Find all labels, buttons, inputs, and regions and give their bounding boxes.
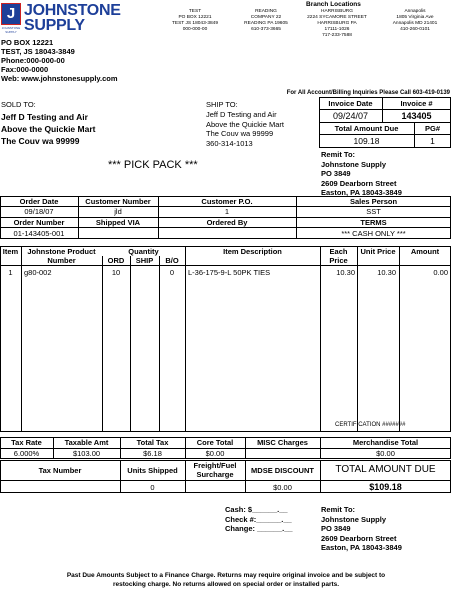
order-date-header: Order Date <box>19 197 59 206</box>
total-tax: $6.18 <box>143 449 162 458</box>
branch-test: TEST PO BOX 12221 TEST JS 18043-3849 000-000-00 <box>171 9 219 32</box>
certification-number: CERTIFICATION ####### <box>335 422 406 428</box>
order-number-header: Order Number <box>13 218 65 227</box>
order-number: 01-143405-001 <box>13 229 65 238</box>
unit-price-header: Unit Price <box>360 247 396 256</box>
invoice-number-label: Invoice # <box>400 99 433 108</box>
branch-locations-title: Branch Locations <box>306 1 361 8</box>
page-number: 1 <box>430 136 435 146</box>
core-total-header: Core Total <box>196 438 234 447</box>
pick-pack-banner: *** PICK PACK *** <box>108 159 198 171</box>
total-amount-due: 109.18 <box>353 136 380 146</box>
cash-line: Cash: $______.__ <box>225 505 288 514</box>
row-amount: 0.00 <box>433 268 448 277</box>
quantity-header: Quantity <box>128 247 159 256</box>
ord-header: ORD <box>107 256 125 265</box>
row-unit-price: 10.30 <box>377 268 396 277</box>
branch-reading: READING COMPANY 22 READING PA 19605 610-373-3665 <box>244 9 288 32</box>
item-header: Item <box>2 247 19 256</box>
company-fax: Fax:000-0000 <box>1 65 49 74</box>
total-amount-due-value: $109.18 <box>369 482 402 492</box>
company-city: TEST, JS 18043-3849 <box>1 47 75 56</box>
sales-person-header: Sales Person <box>349 197 398 206</box>
bo-header: B/O <box>165 256 179 265</box>
invoice-number: 143405 <box>401 111 432 121</box>
shipped-via-header: Shipped VIA <box>95 218 141 227</box>
merchandise-total-header: Merchandise Total <box>352 438 419 447</box>
core-total: $0.00 <box>205 449 225 458</box>
units-shipped-header: Units Shipped <box>127 466 178 475</box>
customer-po: 1 <box>224 207 230 216</box>
taxable-amt: $103.00 <box>72 449 101 458</box>
company-address: PO BOX 12221 <box>1 38 54 47</box>
tax-rate-header: Tax Rate <box>11 438 42 447</box>
row-ord: 10 <box>111 268 121 277</box>
customer-number: jld <box>114 207 122 216</box>
terms: *** CASH ONLY *** <box>341 229 406 238</box>
company-phone: Phone:000-000-00 <box>1 56 65 65</box>
sold-to-label: SOLD TO: <box>1 100 36 109</box>
units-shipped: 0 <box>150 483 155 492</box>
tax-rate: 6.000% <box>13 449 40 458</box>
check-line: Check #:______.__ <box>225 514 292 524</box>
change-line: Change: ______.__ <box>225 524 293 533</box>
ship-to-address: Jeff D Testing and Air Above the Quickie Mart The Couv wa 99999 360-314-1013 <box>206 110 284 148</box>
description-header: Item Description <box>223 247 282 256</box>
company-logo-text: JOHNSTONE SUPPLY <box>24 2 121 34</box>
mdse-discount-header: MDSE DISCOUNT <box>251 466 314 475</box>
order-date: 09/18/07 <box>24 207 54 216</box>
total-amount-due-header: TOTAL AMOUNT DUE <box>335 464 436 475</box>
page-number-label: PG# <box>424 124 440 133</box>
johnstone-logo-mark <box>1 3 21 25</box>
payment-block <box>225 505 293 534</box>
row-product: g80-002 <box>24 268 52 277</box>
sales-person: SST <box>366 207 381 216</box>
customer-po-header: Customer P.O. <box>201 197 253 206</box>
ship-header: SHIP <box>135 256 154 265</box>
branch-annapolis: Annapolis 1805 Virginia Ave Annapolis MD 21401 410-260-0101 <box>392 9 438 32</box>
sold-to-address: Jeff D Testing and Air Above the Quickie Mart The Couv wa 99999 <box>1 112 96 146</box>
misc-charges-header: MISC Charges <box>257 438 308 447</box>
remit-to-top: Remit To: Johnstone Supply PO 3849 2609 Dearborn Street Easton, PA 18043-3849 <box>321 150 402 197</box>
customer-number-header: Customer Number <box>85 197 151 206</box>
row-description: L-36-175-9-L 50PK TIES <box>188 268 271 277</box>
total-amount-due-label: Total Amount Due <box>334 124 399 133</box>
branch-harrisburg: HARRISBURG 2224 SYCAMORE STREET HARRISBURG PA 17111-1026 717-233-7588 <box>307 9 367 38</box>
row-item: 1 <box>8 268 13 277</box>
freight-header: Freight/Fuel Surcharge <box>193 461 237 479</box>
product-header: Johnstone Product <box>27 247 96 256</box>
logo-initial: J <box>6 5 16 22</box>
tax-number-header: Tax Number <box>38 466 82 475</box>
invoice-date-label: Invoice Date <box>328 99 373 108</box>
each-price-header: Each Price <box>329 247 348 265</box>
company-address-block <box>1 38 118 83</box>
merchandise-total: $0.00 <box>376 449 395 458</box>
total-tax-header: Total Tax <box>136 438 169 447</box>
row-each-price: 10.30 <box>336 268 355 277</box>
amount-header: Amount <box>410 247 440 256</box>
logo-subtitle: JOHNSTONE SUPPLY <box>1 26 21 34</box>
taxable-amt-header: Taxable Amt <box>64 438 109 447</box>
remit-to-bottom: Remit To: Johnstone Supply PO 3849 2609 Dearborn Street Easton, PA 18043-3849 <box>321 505 402 552</box>
footer-disclaimer: Past Due Amounts Subject to a Finance Charge. Returns may require original invoice and be subject to restocking charge. No returns allowed on special order or installed parts. <box>66 572 386 588</box>
mdse-discount: $0.00 <box>273 483 292 492</box>
invoice-date: 09/24/07 <box>332 111 369 121</box>
ordered-by-header: Ordered By <box>206 218 248 227</box>
ship-to-label: SHIP TO: <box>206 100 238 109</box>
company-web: Web: www.johnstonesupply.com <box>1 74 118 83</box>
row-bo: 0 <box>169 268 175 277</box>
terms-header: TERMS <box>360 218 387 227</box>
product-number-header: Number <box>47 256 76 265</box>
billing-inquiries: For All Account/Billing Inquiries Please Call 603-419-0139 <box>286 90 450 96</box>
